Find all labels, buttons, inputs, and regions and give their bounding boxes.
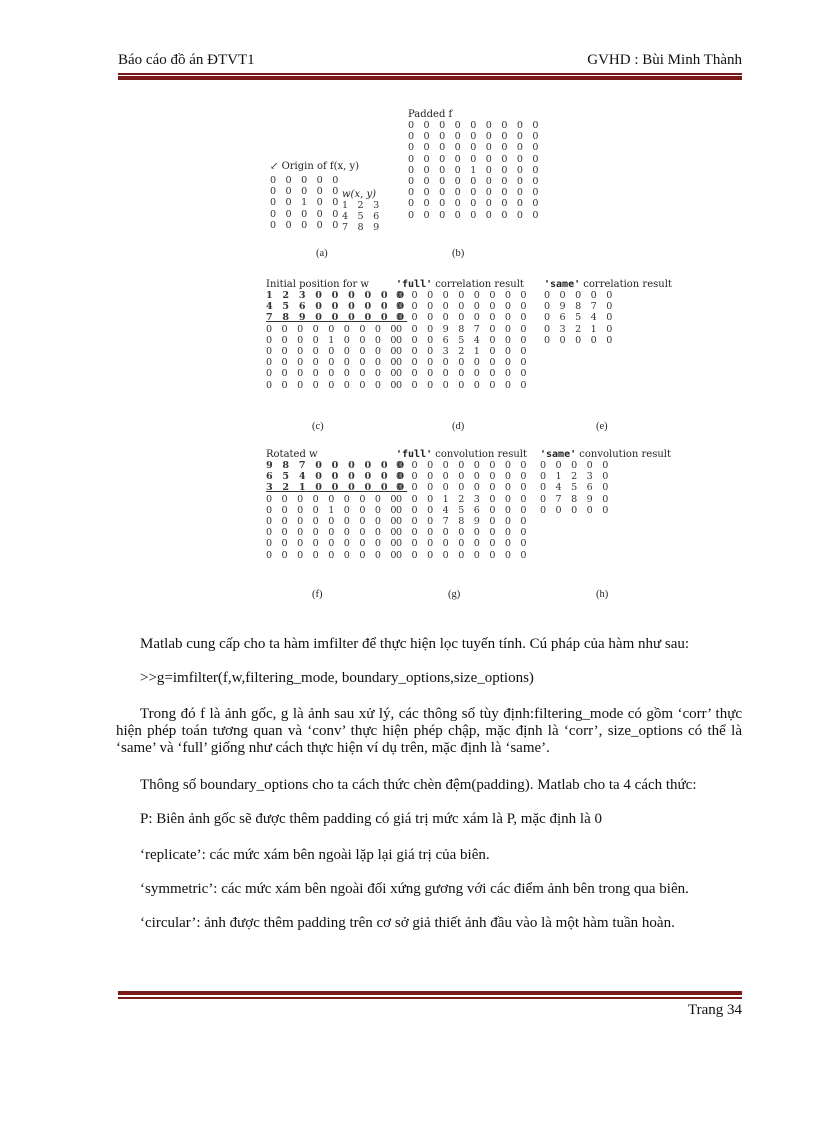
grid-row: 0 0 0 0 0 0 0 0 0 [266, 493, 400, 505]
grid-row: 0 0 0 1 2 3 0 0 0 [396, 493, 530, 505]
grid-row: 0 0 0 0 0 0 0 0 0 [266, 346, 400, 358]
page-number: Trang 34 [687, 1002, 742, 1018]
grid-row: 0 0 0 0 0 0 0 0 0 [396, 471, 530, 483]
grid-row: 0 7 8 9 0 [540, 493, 612, 505]
grid-row: 9 8 7 0 0 0 0 0 0 [266, 460, 408, 471]
grid-row: 0 0 0 0 0 0 0 0 0 [408, 176, 542, 188]
grid-row: 0 0 0 0 0 0 0 0 0 [266, 527, 400, 539]
full-convolution-label: convolution result [432, 449, 528, 460]
w-grid [342, 200, 382, 234]
grid-row: 0 0 0 0 0 [540, 504, 612, 516]
grid-row: 6 5 4 0 0 0 0 0 0 [266, 471, 408, 483]
origin-f-label: Origin of f(x, y) [281, 161, 360, 172]
header-supervisor: GVHD : Bùi Minh Thành [587, 52, 742, 68]
grid-row: 0 0 0 0 0 0 0 0 0 [408, 153, 542, 165]
grid-row: 0 0 0 0 0 0 0 0 0 [408, 198, 542, 210]
grid-row: 0 0 0 0 0 0 0 0 0 [396, 527, 530, 539]
paragraph-option-symmetric: ‘symmetric’: các mức xám bên ngoài đối xứng gương với các điểm ảnh bên trong qua biên. [140, 881, 689, 897]
grid-row: 4 5 6 [342, 211, 383, 223]
same-correlation-label: correlation result [580, 279, 672, 290]
grid-row: 0 0 0 0 0 0 0 0 0 [266, 368, 400, 380]
panel-w [342, 189, 382, 234]
grid-row: 0 0 0 0 0 0 0 0 0 [266, 516, 400, 528]
caption-h: (h) [596, 589, 609, 600]
grid-row: 0 0 0 0 0 0 0 0 0 [408, 131, 542, 143]
panel-same-convolution [540, 449, 671, 516]
grid-row: 0 0 0 0 0 [544, 334, 616, 346]
grid-row: 0 0 0 0 1 0 0 0 0 [266, 334, 400, 346]
panel-padded-f [408, 109, 542, 221]
panel-rotated-w [266, 449, 407, 561]
grid-row: 0 0 0 0 0 0 0 0 0 [396, 368, 530, 380]
page-header [118, 52, 742, 72]
w-title: w(x, y) [342, 189, 377, 200]
paragraph-boundary-options: Thông số boundary_options cho ta cách thức chèn đệm(padding). Matlab cho ta 4 cách thức: [140, 777, 697, 793]
panel-full-correlation [396, 279, 530, 391]
grid-row: 0 0 0 0 0 0 0 0 0 [266, 323, 400, 335]
grid-row: 0 0 0 0 0 0 0 0 0 [396, 290, 530, 301]
paragraph-option-replicate: ‘replicate’: các mức xám bên ngoài lặp lại giá trị của biên. [140, 847, 490, 863]
grid-row: 0 0 0 0 1 0 0 0 0 [408, 164, 542, 176]
grid-row: 0 0 0 3 2 1 0 0 0 [396, 346, 530, 358]
panel-full-convolution [396, 449, 530, 561]
same-correlation-title [544, 279, 672, 290]
grid-row: 0 0 0 0 0 0 0 0 0 [266, 379, 400, 391]
header-rule-thick [118, 76, 742, 80]
footer-rule-thick [118, 991, 742, 995]
paragraph-imfilter-intro: Matlab cung cấp cho ta hàm imfilter để thực hiện lọc tuyến tính. Cú pháp của hàm như sau: [140, 636, 690, 652]
grid-row: 0 0 0 0 0 0 0 0 0 [396, 312, 530, 324]
grid-row: 3 2 1 0 0 0 0 0 0 [266, 482, 408, 494]
grid-row: 7 8 9 [342, 222, 383, 234]
full-correlation-label: correlation result [432, 279, 524, 290]
grid-row: 0 1 2 3 0 [540, 471, 612, 483]
caption-e: (e) [596, 421, 608, 432]
full-convolution-grid [396, 460, 530, 561]
grid-row: 0 0 0 0 0 0 0 0 0 [408, 142, 542, 154]
caption-g: (g) [448, 589, 461, 600]
grid-row: 0 0 0 0 0 0 0 0 0 [408, 209, 542, 221]
grid-row: 0 0 0 9 8 7 0 0 0 [396, 323, 530, 335]
full-keyword: 'full' [396, 279, 433, 290]
grid-row: 0 0 0 0 0 0 0 0 0 [396, 549, 530, 561]
grid-row: 0 0 0 0 0 0 0 0 0 [266, 549, 400, 561]
grid-row: 4 5 6 0 0 0 0 0 0 [266, 301, 408, 313]
caption-c: (c) [312, 421, 324, 432]
origin-arrow-icon: ↙ [270, 161, 279, 172]
caption-d: (d) [452, 421, 465, 432]
full-conv-keyword: 'full' [396, 449, 433, 460]
grid-row: 0 0 0 0 0 0 0 0 0 [396, 482, 530, 494]
grid-row: 1 2 3 [342, 200, 383, 211]
same-convolution-grid [540, 460, 671, 516]
grid-row: 1 2 3 0 0 0 0 0 0 [266, 290, 408, 301]
full-convolution-title [396, 449, 530, 460]
grid-row: 0 0 0 0 1 0 0 0 0 [266, 504, 400, 516]
grid-row: 0 0 0 0 0 [544, 290, 616, 301]
grid-row: 0 0 0 7 8 9 0 0 0 [396, 516, 530, 528]
header-title: Báo cáo đồ án ĐTVT1 [118, 52, 255, 68]
initial-position-grid [266, 290, 407, 391]
same-convolution-title [540, 449, 671, 460]
rotated-w-title: Rotated w [266, 449, 318, 460]
padded-f-title: Padded f [408, 109, 453, 120]
grid-row: 0 0 0 0 0 [540, 460, 612, 471]
same-convolution-label: convolution result [576, 449, 672, 460]
caption-a: (a) [316, 248, 328, 259]
grid-row: 0 0 0 6 5 4 0 0 0 [396, 334, 530, 346]
full-correlation-title [396, 279, 530, 290]
rotated-w-grid [266, 460, 407, 561]
grid-row: 0 0 0 4 5 6 0 0 0 [396, 504, 530, 516]
correlation-convolution-figure [262, 103, 670, 609]
panel-initial-position [266, 279, 407, 391]
full-correlation-grid [396, 290, 530, 391]
paragraph-option-circular: ‘circular’: ảnh được thêm padding trên cơ sở giả thiết ảnh đầu vào là một hàm tuần hoàn. [140, 915, 675, 931]
grid-row: 0 0 0 0 0 0 0 0 0 [266, 357, 400, 369]
grid-row: 0 4 5 6 0 [540, 482, 612, 494]
grid-row: 0 0 0 0 0 0 0 0 0 [408, 120, 542, 131]
same-keyword: 'same' [544, 279, 581, 290]
footer-rule-thin [118, 997, 742, 999]
same-conv-keyword: 'same' [540, 449, 577, 460]
paragraph-imfilter-syntax: >>g=imfilter(f,w,filtering_mode, boundary_options,size_options) [140, 670, 534, 686]
grid-row: 0 0 0 0 0 0 0 0 0 [396, 301, 530, 313]
origin-f-title [270, 161, 359, 172]
grid-row: 0 0 0 0 0 0 0 0 0 [408, 187, 542, 199]
grid-row: 0 0 1 0 0 [270, 197, 342, 209]
caption-f: (f) [312, 589, 323, 600]
header-rule-thin [118, 73, 742, 75]
paragraph-option-p: P: Biên ảnh gốc sẽ được thêm padding có giá trị mức xám là P, mặc định là 0 [140, 811, 603, 827]
same-correlation-grid [544, 290, 672, 346]
grid-row: 0 9 8 7 0 [544, 301, 616, 313]
grid-row: 7 8 9 0 0 0 0 0 0 [266, 312, 408, 324]
grid-row: 0 0 0 0 0 0 0 0 0 [396, 460, 530, 471]
padded-f-grid [408, 120, 542, 221]
initial-position-title: Initial position for w [266, 279, 369, 290]
grid-row: 0 0 0 0 0 [270, 219, 342, 231]
paragraph-parameters: Trong đó f là ảnh gốc, g là ảnh sau xử lý, các thông số tùy định:filtering_mode có gồm ‘corr’ thực hiện phép toán tương quan và ‘conv’ thực hiện phép chập, mặc định là ‘corr’, size_options có thể là ‘same’ và ‘full’ giống như cách thực hiện ví dụ trên, mặc định là ‘same’. [116, 706, 742, 756]
panel-same-correlation [544, 279, 672, 346]
grid-row: 0 0 0 0 0 [270, 175, 342, 186]
grid-row: 0 6 5 4 0 [544, 312, 616, 324]
grid-row: 0 0 0 0 0 0 0 0 0 [396, 538, 530, 550]
grid-row: 0 3 2 1 0 [544, 323, 616, 335]
grid-row: 0 0 0 0 0 0 0 0 0 [266, 538, 400, 550]
grid-row: 0 0 0 0 0 0 0 0 0 [396, 379, 530, 391]
grid-row: 0 0 0 0 0 0 0 0 0 [396, 357, 530, 369]
grid-row: 0 0 0 0 0 [270, 186, 342, 198]
grid-row: 0 0 0 0 0 [270, 208, 342, 220]
caption-b: (b) [452, 248, 465, 259]
